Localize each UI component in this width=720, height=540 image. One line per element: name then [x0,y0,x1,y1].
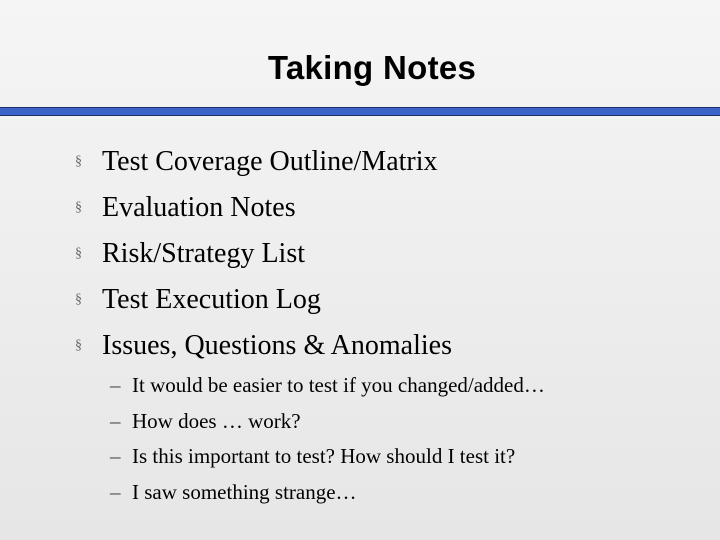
subbullet-text: Is this important to test? How should I test it? [132,444,516,468]
bullet-text: Risk/Strategy List [102,238,305,269]
bullet-marker-icon: § [75,338,82,353]
bullet-marker-icon: § [75,154,82,169]
bullet-text: Evaluation Notes [102,192,296,223]
subbullet-text: It would be easier to test if you changed/added… [132,373,545,397]
bullet-text: Issues, Questions & Anomalies [102,330,452,361]
bullet-marker-icon: § [75,292,82,307]
bullet-marker-icon: § [75,200,82,215]
title-divider [0,107,720,116]
subbullet-text: How does … work? [132,408,301,433]
dash-icon: – [110,373,121,397]
dash-icon: – [110,479,121,504]
slide-title: Taking Notes [267,49,477,86]
dash-icon: – [110,408,121,433]
subbullet-text: I saw something strange… [132,479,357,504]
bullet-text: Test Execution Log [102,284,321,315]
bullet-text: Test Coverage Outline/Matrix [102,146,438,177]
bullet-marker-icon: § [75,246,82,261]
dash-icon: – [110,444,121,468]
